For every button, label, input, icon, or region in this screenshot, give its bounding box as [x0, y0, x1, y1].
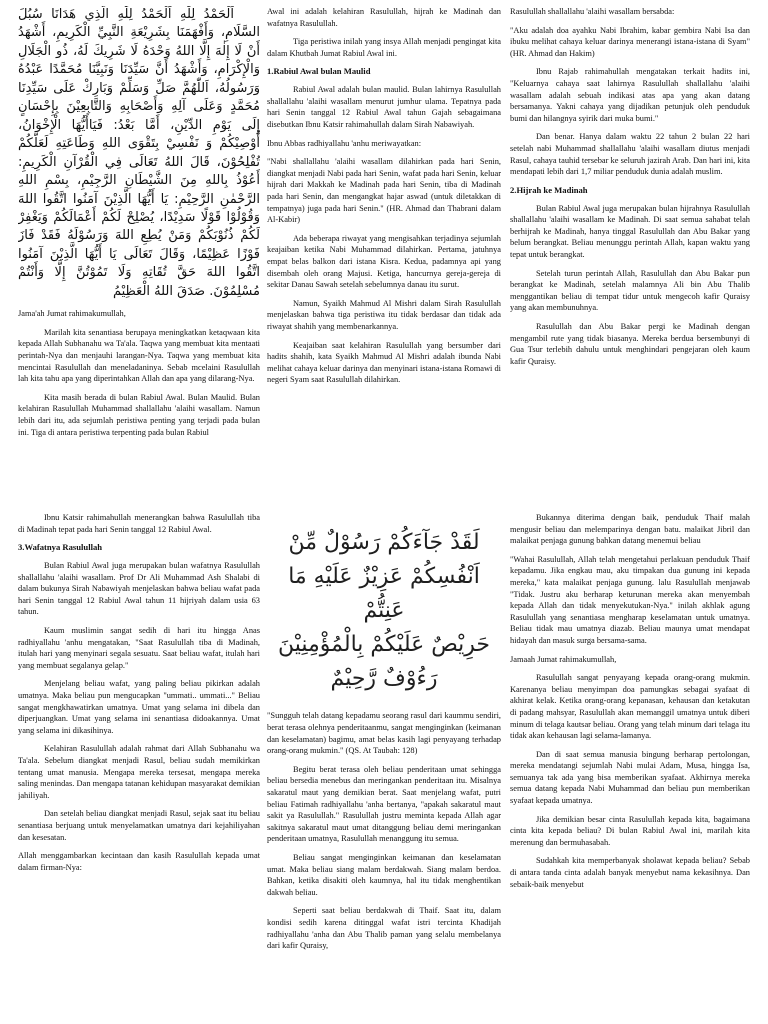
- paragraph: Seperti saat beliau berdakwah di Thaif. Saat itu, dalam kondisi sedih karena ditinggal wafat istri tercinta Khadijah radhiyallahu 'anha dan Abu Thalib paman yang selalu membelanya dari kafir Quraisy,: [267, 906, 501, 951]
- paragraph: Setelah turun perintah Allah, Rasulullah dan Abu Bakar pun berangkat ke Madinah, setelah malamnya Ali bin Abu Thalib menggantikan beliau di tempat tidur untuk mengecoh kafir Quraisy yang akan membunuhnya.: [510, 268, 750, 313]
- paragraph: Tiga peristiwa inilah yang insya Allah menjadi pengingat kita dalam Khutbah Jumat Rabiul Awal ini.: [267, 37, 501, 58]
- paragraph: Menjelang beliau wafat, yang paling beliau pikirkan adalah umatnya. Maka beliau pun mengucapkan "ummati.. ummati..." Beliau sangat mengkhawatirkan umatnya. Umat yang selama ini dibela dan diperjuangkan. Umat yang selama ini senantiasa didoakannya. Umat yang selama ini dikasihinya.: [18, 679, 260, 735]
- verse-translation: "Sungguh telah datang kepadamu seorang rasul dari kaummu sendiri, berat terasa olehnya penderitaanmu, sangat menginginkan (keimanan dan keselamatan) bagimu, amat belas kasih lagi penyayang terhadap orang-orang mukmin." (QS. At Taubah: 128): [267, 711, 501, 756]
- quran-line: رَءُوْفٌ رَّحِيْمٌ: [330, 666, 438, 692]
- paragraph: Rasulullah shallallahu 'alaihi wasallam bersabda:: [510, 7, 675, 16]
- paragraph: Bukannya diterima dengan baik, penduduk Thaif malah mengusir beliau dan melemparinya dengan batu. malaikat Jibril dan malaikat penjaga gunung bahkan datang menemui beliau: [510, 513, 750, 546]
- quran-line: اَنْفُسِكُمْ عَزِيْزٌ عَلَيْهِ مَا عَنِتُّمْ: [288, 564, 480, 624]
- paragraph: Sudahkah kita memperbanyak sholawat kepada beliau? Sebab di antara tanda cinta adalah banyak menyebut nama kekasihnya. Dan sebaik-baik menyebut: [510, 856, 750, 889]
- section-heading: 1.Rabiul Awal bulan Maulid: [267, 66, 371, 77]
- column-3-top: [510, 6, 750, 484]
- paragraph: Allah menggambarkan kecintaan dan kasih Rasulullah kepada umat dalam firman-Nya:: [18, 851, 260, 872]
- paragraph: Awal ini adalah kelahiran Rasulullah, hijrah ke Madinah dan wafatnya Rasulullah.: [267, 7, 501, 28]
- angel-quote: "Wahai Rasulullah, Allah telah mengetahui perlakuan penduduk Thaif kepadamu. Jika engkau mau, aku timpakan dua gunung ini kepada mereka," kata malaikat penjaga gunung. lalu Rasulullah menjawab "Tidak. Justru aku berharap keturunan mereka akan menyembah kepada Allah dan tidak menyekutukan-Nya." inilah akhlak agung Rasulullah yang senantiasa mengharap keselamatan untuk umatnya. Beliau tidak mau umatnya diazab. Beliau maunya umat mendapat hidayah dan masuk surga bersama-sama.: [510, 554, 750, 645]
- paragraph: Jama'ah Jumat rahimakumullah,: [18, 309, 126, 319]
- column-3-bottom: [510, 512, 750, 1017]
- paragraph: Namun, Syaikh Mahmud Al Mishri dalam Sirah Rasulullah menjelaskan bahwa tiga peristiwa itu tidak berdasar dan tidak ada riwayat shahih yang membenarkannya.: [267, 298, 501, 331]
- paragraph: Rasulullah dan Abu Bakar pergi ke Madinah dengan mengambil rute yang tidak biasanya. Mereka berdua bersembunyi di Gua Tsur terlebih dahulu untuk menghindari pengejaran oleh kaum kafir Quraisy.: [510, 321, 750, 366]
- section-heading: 2.Hijrah ke Madinah: [510, 184, 588, 195]
- paragraph: Dan benar. Hanya dalam waktu 22 tahun 2 bulan 22 hari setelah nabi Muhammad shallallahu 'alaihi wasallam diutus menjadi Rasul, cahaya tauhid tersebar ke seluruh jazirah Arab. Dan hari ini, kita mendapati lebih dari 1,7 miliar penduduk dunia adalah muslim.: [510, 132, 750, 177]
- paragraph: Jika demikian besar cinta Rasulullah kepada kita, bagaimana cinta kita kepada beliau? Di bulan Rabiul Awal ini, marilah kita merenung dan bermuhasabah.: [510, 814, 750, 847]
- paragraph: Jamaah Jumat rahimakumullah,: [510, 654, 617, 664]
- paragraph: Rasulullah sangat penyayang kepada orang-orang mukmin. Karenanya beliau menyimpan doa pamungkas sebagai syafaat di akhirat kelak. Ketika orang-orang kepanasan, kehausan dan ketakutan di padang mahsyar, Rasulullah akan memanggil umatnya untuk diberi minum di telaga kautsar beliau. Orang yang telah minum dari telaga itu tidak akan kehausan lagi selama-lamanya.: [510, 673, 750, 741]
- quran-verse-image: [267, 526, 501, 696]
- paragraph: Keajaiban saat kelahiran Rasulullah yang bersumber dari hadits shahih, kata Syaikh Mahmud Al Mishri adalah ibunda Nabi melihat cahaya keluar darinya dan menyinari istana-istana Romawi di negeri Syam saat Rasulullah dilahirkan.: [267, 340, 501, 385]
- quran-line: حَرِيْصٌ عَلَيْكُمْ بِالْمُؤْمِنِيْنَ: [277, 632, 491, 658]
- paragraph: Begitu berat terasa oleh beliau penderitaan umat sehingga beliau bersedia menebus dan meringankan penderitaan itu. Misalnya sakaratul maut yang demikian berat. Saat menjelang wafat, putri beliau Fatimah radhiyallahu 'anha bertanya, "apakah sakaratul maut sakit ya Rasulullah." Rasulullah justru meminta kepada Allah agar sakitnya sakaratul maut umat ditanggung beliau demi meringankan penderitaan umatnya, Rasulullah menanggung itu semua.: [267, 764, 501, 844]
- quran-line: لَقَدْ جَآءَكُمْ رَسُوْلٌ مِّنْ: [288, 530, 480, 555]
- column-2-bottom: [267, 512, 501, 1017]
- paragraph: Ada beberapa riwayat yang mengisahkan terjadinya sejumlah keajaiban ketika Nabi Muhammad dilahirkan. Pertama, jatuhnya empat belas balkon dari istana Kisra. Kedua, padamnya api yang disembah oleh orang Majusi. Ketiga, hancurnya gereja-gereja di sekitar Danau Sawah setelah sebelumnya danau itu surut.: [267, 233, 501, 290]
- paragraph: Kaum muslimin sangat sedih di hari itu hingga Anas radhiyallahu 'anhu mengatakan, "Saat Rasulullah tiba di Madinah, itulah hari yang menyinari segala sesuatu. Saat beliau wafat, itulah hari yang membuat segalanya gelap.": [18, 626, 260, 670]
- paragraph: Rabiul Awal adalah bulan maulid. Bulan lahirnya Rasulullah shallallahu 'alaihi wasallam menurut jumhur ulama. Tepatnya pada hari Senin tanggal 12 Rabiul Awal tahun Gajah sebagaimana disebutkan Ibnu Katsir rahimahullah dalam Sirah Nabawiyah.: [267, 85, 501, 130]
- paragraph: Ibnu Rajab rahimahullah mengatakan terkait hadits ini, "Keluarnya cahaya saat lahirnya Rasulullah shallallahu 'alaihi wasallam adalah sebuah indikasi atas apa yang akan datang bersamanya. Yakni cahaya yang dijadikan petunjuk oleh penduduk bumi dan hilangnya syirik dari muka bumi.": [510, 67, 750, 123]
- paragraph: Kita masih berada di bulan Rabiul Awal. Bulan Maulid. Bulan kelahiran Rasulullah Muhammad shallallahu 'alaihi wasallam. Namun lebih dari itu, ada sejumlah peristiwa penting yang terjadi pada bulan ini. Tiga di antara peristiwa terpenting pada bulan Rabiul: [18, 392, 260, 437]
- hadith-quote: "Nabi shallallahu 'alaihi wasallam dilahirkan pada hari Senin, diangkat menjadi Nabi pada hari Senin, wafat pada hari Senin, keluar hijrah dari Makkah ke Madinah pada hari Senin, tiba di Madinah pada hari Senin, dan mengangkat hajar aswad (untuk diletakkan di tempatnya) juga pada hari Senin." (HR. Ahmad dan Thabrani dalam Al-Kabir): [267, 157, 501, 225]
- column-1-top: [18, 6, 260, 484]
- paragraph: Bulan Rabiul Awal juga merupakan bulan wafatnya Rasulullah shallallahu 'alaihi wasallam. Prof Dr Ali Muhammad Ash Shalabi di dalam bukunya Sirah Nabawiyah menjelaskan bahwa beliau wafat pada hari Senin tanggal 12 Rabiul Awal tahun 11 hijriyah dalam usia 63 tahun.: [18, 561, 260, 617]
- paragraph: Kelahiran Rasulullah adalah rahmat dari Allah Subhanahu wa Ta'ala. Sebelum diangkat menjadi Rasul, beliau sudah memikirkan tentang umat manusia. Mengapa mereka tersesat, mengapa mereka saling menindas. Dan mengapa tatanan kehidupan masyarakat demikian jahiliyah.: [18, 744, 260, 800]
- hadith-quote: "Aku adalah doa ayahku Nabi Ibrahim, kabar gembira Nabi Isa dan ibuku melihat cahaya keluar darinya menerangi istana-istana di Syam" (HR. Ahmad dan Hakim): [510, 25, 750, 58]
- paragraph: Marilah kita senantiasa berupaya meningkatkan ketaqwaan kita kepada Allah Subhanahu wa Ta'ala. Taqwa yang membuat kita mentaati perintah-Nya dan menjauhi larangan-Nya. Taqwa yang membuat kita mencintai Rasulullah dan meneladaninya. Sebab mcelaini Rasulullah lah kita tahu apa yang diperintahkan Allah dan apa yang dilarang-Nya.: [18, 327, 260, 384]
- column-1-bottom: [18, 512, 260, 1017]
- paragraph: Ibnu Abbas radhiyallahu 'anhu meriwayatkan:: [267, 138, 422, 148]
- paragraph: Dan setelah beliau diangkat menjadi Rasul, sejak saat itu beliau senantiasa berjuang untuk menyelamatkan umatnya dari kejahiliyahan dan kesesatan.: [18, 809, 260, 842]
- section-heading: 3.Wafatnya Rasulullah: [18, 542, 103, 553]
- arabic-opening: اَلْحَمْدُ لِلّٰهِ اَلْحَمْدُ لِلّٰهِ الَّذِي هَدَانَا سُبُلَ السَّلَامِ، وَأَفْهَمَنَا بِشَرِيْعَةِ النَّبِيِّ الْكَرِيمِ، أَشْهَدُ أَنْ لَا إِلٰهَ إِلَّا اللهُ وَحْدَهُ لَا شَرِيكَ لَهُ، ذُو الْجَلَالِ وَالْإِكْرَامِ، وَأَشْهَدُ أَنَّ سَيِّدَنَا وَنَبِيَّنَا مُحَمَّدًا عَبْدُهُ وَرَسُولُهُ، اَللّٰهُمَّ صَلِّ وَسَلِّمْ وَبَارِكْ عَلَى سَيِّدِنَا مُحَمَّدٍ وَعَلَى آلِهِ وَأَصْحَابِهِ وَالتَّابِعِيْنَ بِإِحْسَانٍ إِلَى يَوْمِ الدِّيْنِ، أَمَّا بَعْدُ: فَيَاأَيُّهَا الْإِخْوَانُ، أُوْصِيْكُمْ وَ نَفْسِيْ بِتَقْوَى اللهِ وَطَاعَتِهِ لَعَلَّكُمْ تُفْلِحُوْنَ، قَالَ اللهُ تَعَالَى فِي الْقُرْآنِ الْكَرِيمِ: أَعُوْذُ بِاللهِ مِنَ الشَّيْطَانِ الرَّجِيْمِ، بِسْمِ اللهِ الرَّحْمٰنِ الرَّحِيْمِ: يَا أَيُّهَا الَّذِيْنَ آمَنُوا اتَّقُوا اللهَ وَقُوْلُوْا قَوْلًا سَدِيْدًا، يُصْلِحْ لَكُمْ أَعْمَالَكُمْ وَيَغْفِرْ لَكُمْ ذُنُوْبَكُمْ وَمَنْ يُطِعِ اللهَ وَرَسُوْلَهُ فَقَدْ فَازَ فَوْزًا عَظِيْمًا، وَقَالَ تَعَالَى يَا أَيُّهَا الَّذِيْنَ آمَنُوا اتَّقُوا اللهَ حَقَّ تُقَاتِهِ وَلَا تَمُوْتُنَّ إِلَّا وَأَنْتُمْ مُسْلِمُوْنَ. صَدَقَ اللهُ الْعَظِيْمُ: [18, 7, 260, 299]
- column-2-top: [267, 6, 501, 484]
- paragraph: Beliau sangat menginginkan keimanan dan keselamatan umat. Maka beliau siang malam berdakwah. Siang malam berdoa. Bahkan, ketika disakiti oleh kaumnya, hal itu tidak menghentikan dakwah beliau.: [267, 853, 501, 897]
- paragraph: Ibnu Katsir rahimahullah menerangkan bahwa Rasulullah tiba di Madinah tepat pada hari Senin tanggal 12 Rabiul Awal.: [18, 513, 260, 534]
- paragraph: Dan di saat semua manusia bingung berharap pertolongan, mereka mendatangi sejumlah Nabi mulai Adam, Musa, hingga Isa, semuanya tak ada yang bisa memberikan syafaat. Akhirnya mereka semua datang kepada Nabi Muhammad dan beliau pun memberikan syafaat kepada umatnya.: [510, 749, 750, 806]
- paragraph: Bulan Rabiul Awal juga merupakan bulan hijrahnya Rasulullah shallallahu 'alaihi wasallam ke Madinah. Di saat semua sahabat telah berhijrah ke Madinah, hanya tinggal Rasulullah dan Abu Bakar yang belum berangkat. Beliau menunggu perintah Allah, kapan waktu yang tepat untuk berangkat.: [510, 203, 750, 259]
